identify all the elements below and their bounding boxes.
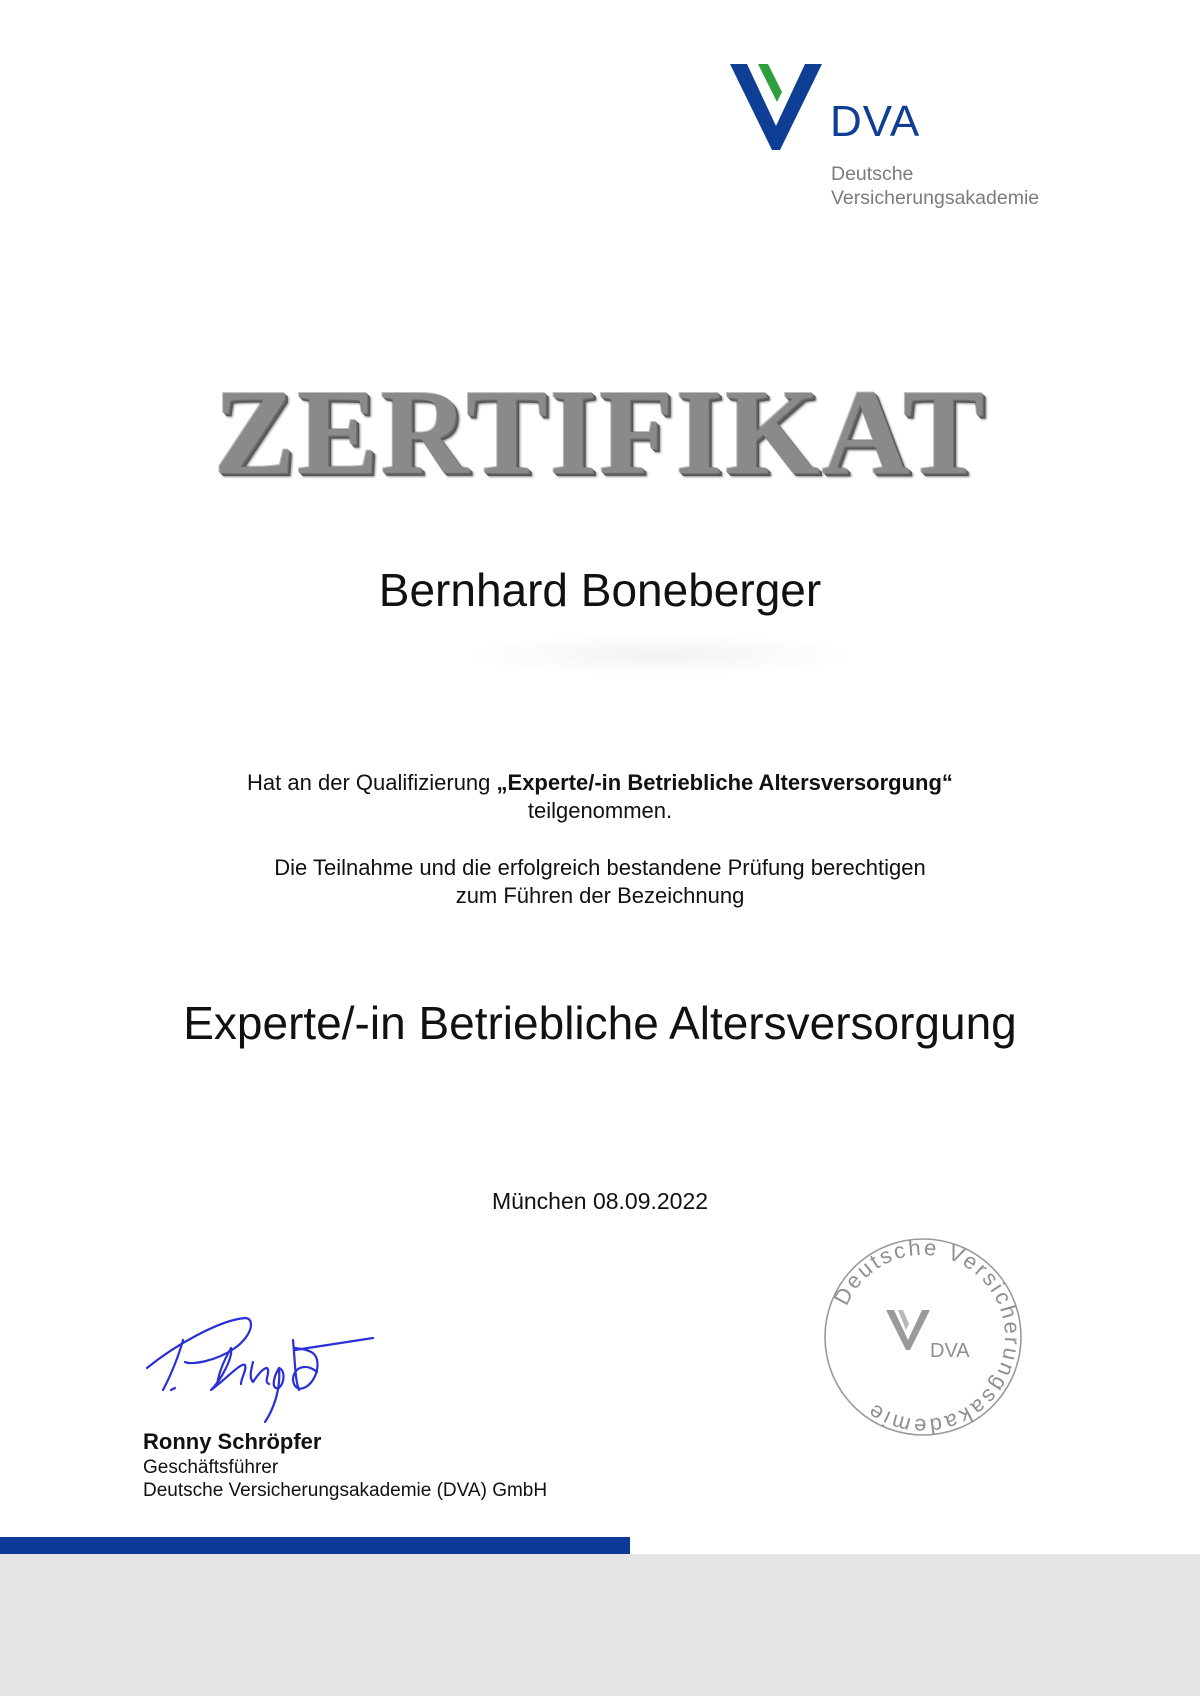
recipient-name: Bernhard Boneberger [378, 564, 822, 616]
qualification-prefix: Hat an der Qualifizierung [247, 770, 497, 795]
footer-accent-bar [0, 1537, 630, 1554]
logo-name-line2: Versicherungsakademie [831, 187, 1040, 209]
logo-name-line1: Deutsche [831, 163, 914, 185]
entitlement-statement [0, 854, 1200, 910]
dva-seal-icon [818, 1232, 1028, 1442]
logo-organization-name [831, 162, 1039, 210]
signatory-role: Geschäftsführer [143, 1457, 279, 1478]
seal-ring-text: Deutsche Versicherungsakademie [828, 1234, 1026, 1440]
qualification-suffix: teilgenommen. [527, 798, 673, 823]
qualification-statement [0, 769, 1200, 825]
qualification-name: „Experte/-in Betriebliche Altersversorgung“ [496, 770, 953, 795]
designation-title: Experte/-in Betriebliche Altersversorgung [183, 997, 1017, 1049]
entitlement-line1: Die Teilnahme und die erfolgreich bestandene Prüfung berechtigen [274, 855, 926, 880]
qualification-line1 [0, 769, 1200, 797]
certificate-title: ZERTIFIKAT [213, 365, 987, 500]
dva-logo-icon [730, 64, 822, 150]
footer-band [0, 1554, 1200, 1696]
faint-smudge [470, 635, 850, 675]
seal-center-text: DVA [930, 1340, 970, 1362]
entitlement-line2: zum Führen der Bezeichnung [455, 883, 745, 908]
signatory-name: Ronny Schröpfer [143, 1429, 322, 1454]
svg-text:Deutsche Versicherungsakademie [829, 1235, 1026, 1439]
handwritten-signature [145, 1310, 375, 1430]
signatory-organization: Deutsche Versicherungsakademie (DVA) GmbH [143, 1480, 548, 1501]
place-and-date: München 08.09.2022 [491, 1188, 709, 1214]
logo-abbreviation: DVA [830, 97, 921, 146]
